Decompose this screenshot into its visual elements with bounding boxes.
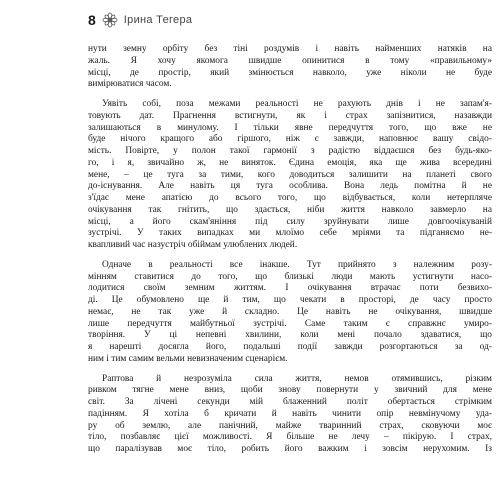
text-line: ру об землю, але панічний, майже тваринний страх, сковуючи моє (88, 420, 492, 431)
flower-ornament-icon (102, 12, 118, 28)
text-line: квапливий час назустріч обіймам улюблених людей. (88, 240, 298, 250)
text-line: мість. Повірте, у полон такої гармонії з радістю віддаєшся без будь-яко- (88, 146, 492, 156)
text-line: Уявіть собі, поза межами реальності не рахують днів і не запам'я- (102, 99, 492, 109)
text-line: лише передчуття майбутньої зустрічі. Саме таким є справжнє умиро- (88, 318, 492, 329)
text-line: я нарешті досягла його, подальші події завжди розгортаються за од- (88, 342, 492, 352)
text-line: світ. За лічені секунди мій блаженний політ обертається стрімким (88, 397, 492, 407)
paragraph-1 (88, 44, 492, 91)
text-line: товують дат. Прагнення встигнути, як і страх запізнитися, назавжди (88, 110, 492, 121)
text-line: залишаються в минулому. І тільки явне передчуття того, що вже не (88, 122, 492, 133)
text-line: жаль. Я хочу якомога швидше опинитися в тому «правильному» (88, 55, 492, 66)
text-line: до-існування. Але навіть ця туга особлива. Вона ледь помітна й не (88, 181, 492, 192)
running-head (88, 12, 192, 28)
text-line: тіло, позбавляє цієї можливості. Я більше не лечу – пікірую. І страх, (88, 432, 492, 443)
text-line: з'їдає мене апатією до всього того, що відбувається, коли нетерпляче (88, 193, 492, 203)
paragraph-2 (88, 99, 492, 252)
text-line: творіння. У ці непевні хвилини, коли мені почало здаватися, що (88, 330, 492, 341)
text-line: вимірюватися часом. (88, 79, 172, 90)
page-number: 8 (88, 12, 96, 28)
text-line: нути земну орбіту без тіні роздумів і навіть найменших натяків на (88, 44, 492, 54)
paragraph-4 (88, 374, 492, 456)
text-line: місці, а його скам'яніння під силу зруйнувати лише довгоочікуваній (88, 216, 492, 227)
text-line: го, і я, звичайно ж, не виняток. Єдина емоція, яка ще жива всередині (88, 157, 492, 168)
text-line: падінням. Я хотіла б кричати й навіть чинити опір невмінучому уда- (88, 408, 492, 419)
text-line: буде нічого кращого або гіршого, ніж є завжди, наповнює вашу свідо- (88, 134, 492, 145)
text-line: ривком тягне мене вниз, щоби знову повернути у звичний для мене (88, 385, 492, 396)
text-line: що паралізував моє тіло, робить його важким і зовсім нерухомим. Із (88, 444, 492, 454)
body-text (88, 44, 492, 456)
text-line: очікування так гнітить, що здається, ніби життя навколо завмерло на (88, 204, 492, 215)
text-line: ним і тим самим вельми невизначеним сценарієм. (88, 353, 288, 364)
running-head-author: Ірина Тегера (123, 14, 193, 26)
text-line: ді. Це обумовлено ще й тим, що чекати в просторі, де часу просто (88, 295, 492, 305)
text-line: Одначе в реальності все інакше. Тут прийнято з належним розу- (102, 259, 492, 270)
text-line: лодитися своїм земним життям. І очікування втрачає поти безвихо- (88, 283, 492, 294)
text-line: немає, не так уже й складно. Це навіть не очікування, швидше (88, 306, 492, 317)
text-line: мінням ставитися до того, що близькі люди мають устигнути насо- (88, 271, 492, 282)
text-line: Раптова й незрозуміла сила життя, немов отямившись, різким (102, 373, 492, 384)
text-line: мене, – це туга за тими, кого доводиться залишити на планеті свого (88, 169, 492, 180)
text-line: місці, де простір, який змінюється навколо, уже ніколи не буде (88, 67, 492, 78)
text-line: зустрічі. У таких випадках ми млоїмо себе мріями та підганяємо не- (88, 228, 492, 239)
paragraph-3 (88, 260, 492, 366)
